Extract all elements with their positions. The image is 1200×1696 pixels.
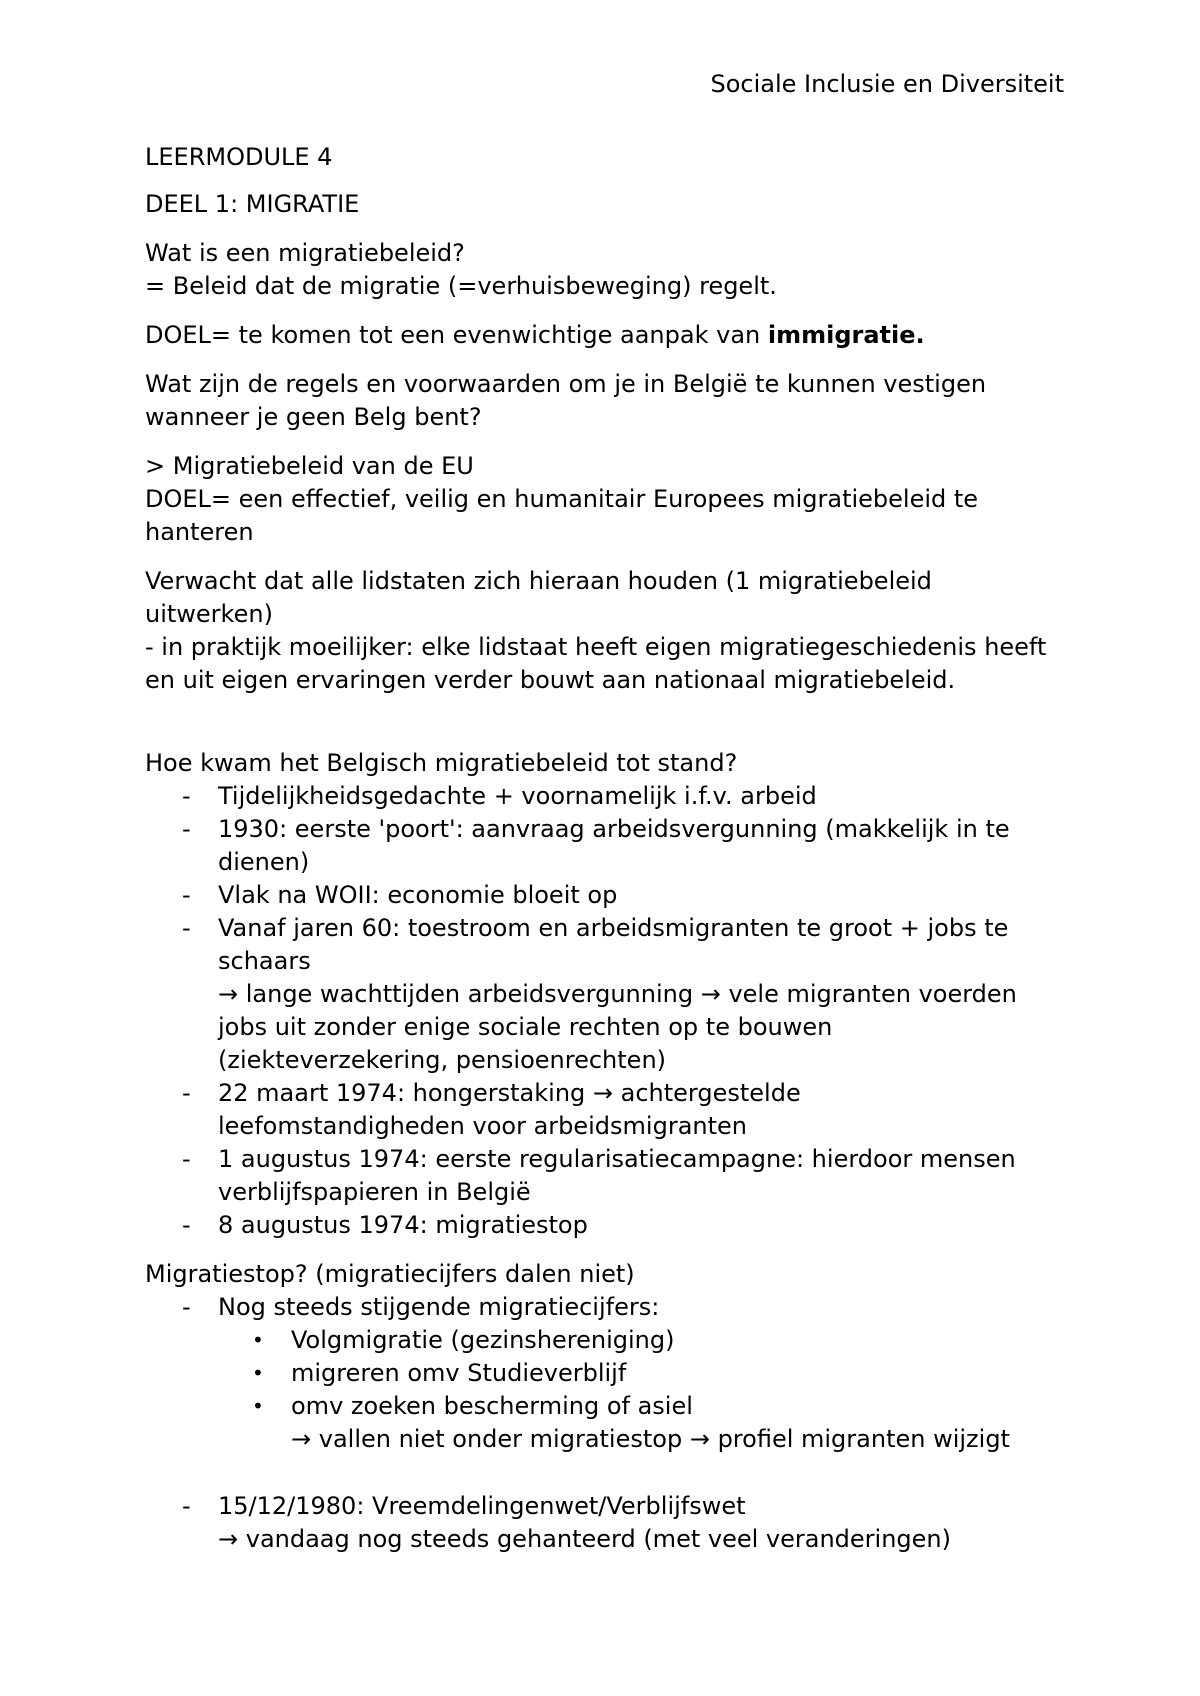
dash-marker: - — [182, 815, 191, 843]
section-heading: Migratiestop? (migratiecijfers dalen niet) — [145, 1260, 635, 1288]
history-section — [145, 747, 1070, 1242]
goal-line — [145, 319, 1070, 352]
sub-list-item — [218, 1390, 1070, 1456]
item-text: schaars — [218, 947, 311, 975]
text-span: 22 maart 1974: hongerstaking — [218, 1079, 593, 1107]
stop-list — [145, 1291, 1070, 1556]
dash-marker: - — [182, 1211, 191, 1239]
bullet-marker: • — [252, 1394, 264, 1418]
item-text: Nog steeds stijgende migratiecijfers: — [218, 1293, 660, 1321]
text-span: profiel migranten wijzigt — [709, 1425, 1010, 1453]
document-body — [145, 141, 1070, 1556]
sub-bullet-list — [218, 1324, 1070, 1456]
goal-text: DOEL= te komen tot een evenwichtige aanpak van — [145, 321, 768, 349]
dash-marker: - — [182, 1079, 191, 1107]
question-line: Wat is een migratiebeleid? — [145, 239, 465, 267]
item-text: verblijfspapieren in België — [218, 1178, 531, 1206]
part-title: DEEL 1: MIGRATIE — [145, 190, 360, 218]
dash-marker: - — [182, 881, 191, 909]
text-span: vele migranten voerden — [720, 980, 1017, 1008]
list-item — [145, 879, 1070, 912]
dash-marker: - — [182, 914, 191, 942]
migration-stop-section — [145, 1258, 1070, 1556]
item-text — [218, 1077, 1070, 1110]
text-line: wanneer je geen Belg bent? — [145, 403, 482, 431]
text-line: DOEL= een effectief, veilig en humanitair Europees migratiebeleid te — [145, 485, 979, 513]
goal-bold-term: immigratie. — [767, 321, 925, 349]
text-line: hanteren — [145, 518, 254, 546]
eu-policy-block — [145, 450, 1070, 549]
item-text: leefomstandigheden voor arbeidsmigranten — [218, 1112, 747, 1140]
text-span: vallen niet onder migratiestop — [311, 1425, 690, 1453]
item-text: (ziekteverzekering, pensioenrechten) — [218, 1046, 667, 1074]
answer-line: = Beleid dat de migratie (=verhuisbeweging) regelt. — [145, 272, 777, 300]
arrow-icon: → — [218, 1525, 239, 1553]
list-item — [145, 1143, 1070, 1209]
text-span: vandaag nog steeds gehanteerd (met veel veranderingen) — [238, 1525, 951, 1553]
section-heading: Hoe kwam het Belgisch migratiebeleid tot stand? — [145, 749, 738, 777]
rules-question — [145, 368, 1070, 434]
definition-block — [145, 237, 1070, 303]
expectation-block — [145, 565, 1070, 697]
item-text: Volgmigratie (gezinshereniging) — [291, 1326, 675, 1354]
item-text: omv zoeken bescherming of asiel — [291, 1392, 693, 1420]
sub-list-item — [218, 1324, 1070, 1357]
text-span: lange wachttijden arbeidsvergunning — [238, 980, 701, 1008]
item-text: jobs uit zonder enige sociale rechten op te bouwen — [218, 1013, 833, 1041]
bullet-marker: • — [252, 1328, 264, 1352]
item-text: Tijdelijkheidsgedachte + voornamelijk i.f.v. arbeid — [218, 782, 817, 810]
arrow-icon: → — [592, 1079, 614, 1107]
dash-marker: - — [182, 1293, 191, 1321]
text-line: Verwacht dat alle lidstaten zich hieraan houden (1 migratiebeleid — [145, 567, 932, 595]
dash-marker: - — [182, 1145, 191, 1173]
text-line: - in praktijk moeilijker: elke lidstaat heeft eigen migratiegeschiedenis heeft — [145, 633, 1047, 661]
item-text — [218, 978, 1070, 1011]
list-item — [145, 1077, 1070, 1143]
item-text: 1930: eerste 'poort': aanvraag arbeidsvergunning (makkelijk in te — [218, 815, 1010, 843]
history-list — [145, 780, 1070, 1242]
list-item — [145, 1291, 1070, 1456]
sub-list-item — [218, 1357, 1070, 1390]
arrow-icon: → — [218, 980, 239, 1008]
item-text: 8 augustus 1974: migratiestop — [218, 1211, 588, 1239]
item-text — [291, 1423, 1070, 1456]
item-text — [218, 1523, 1070, 1556]
page-header: Sociale Inclusie en Diversiteit — [710, 70, 1064, 98]
list-item — [145, 780, 1070, 813]
module-title: LEERMODULE 4 — [145, 143, 333, 171]
arrow-icon: → — [291, 1425, 312, 1453]
text-span: achtergestelde — [613, 1079, 801, 1107]
text-line: uitwerken) — [145, 600, 273, 628]
bullet-marker: • — [252, 1361, 264, 1385]
item-text: 15/12/1980: Vreemdelingenwet/Verblijfswet — [218, 1492, 746, 1520]
item-text: dienen) — [218, 848, 310, 876]
item-text: 1 augustus 1974: eerste regularisatiecampagne: hierdoor mensen — [218, 1145, 1016, 1173]
list-item — [145, 1490, 1070, 1556]
item-text: Vlak na WOII: economie bloeit op — [218, 881, 618, 909]
list-item — [145, 813, 1070, 879]
list-item — [145, 1209, 1070, 1242]
text-line: Wat zijn de regels en voorwaarden om je in België te kunnen vestigen — [145, 370, 987, 398]
list-item — [145, 912, 1070, 1077]
dash-marker: - — [182, 782, 191, 810]
dash-marker: - — [182, 1492, 191, 1520]
text-line: > Migratiebeleid van de EU — [145, 452, 474, 480]
text-line: en uit eigen ervaringen verder bouwt aan nationaal migratiebeleid. — [145, 666, 956, 694]
item-text: Vanaf jaren 60: toestroom en arbeidsmigranten te groot + jobs te — [218, 914, 1009, 942]
item-text: migreren omv Studieverblijf — [291, 1359, 627, 1387]
arrow-icon: → — [700, 980, 721, 1008]
arrow-icon: → — [689, 1425, 710, 1453]
